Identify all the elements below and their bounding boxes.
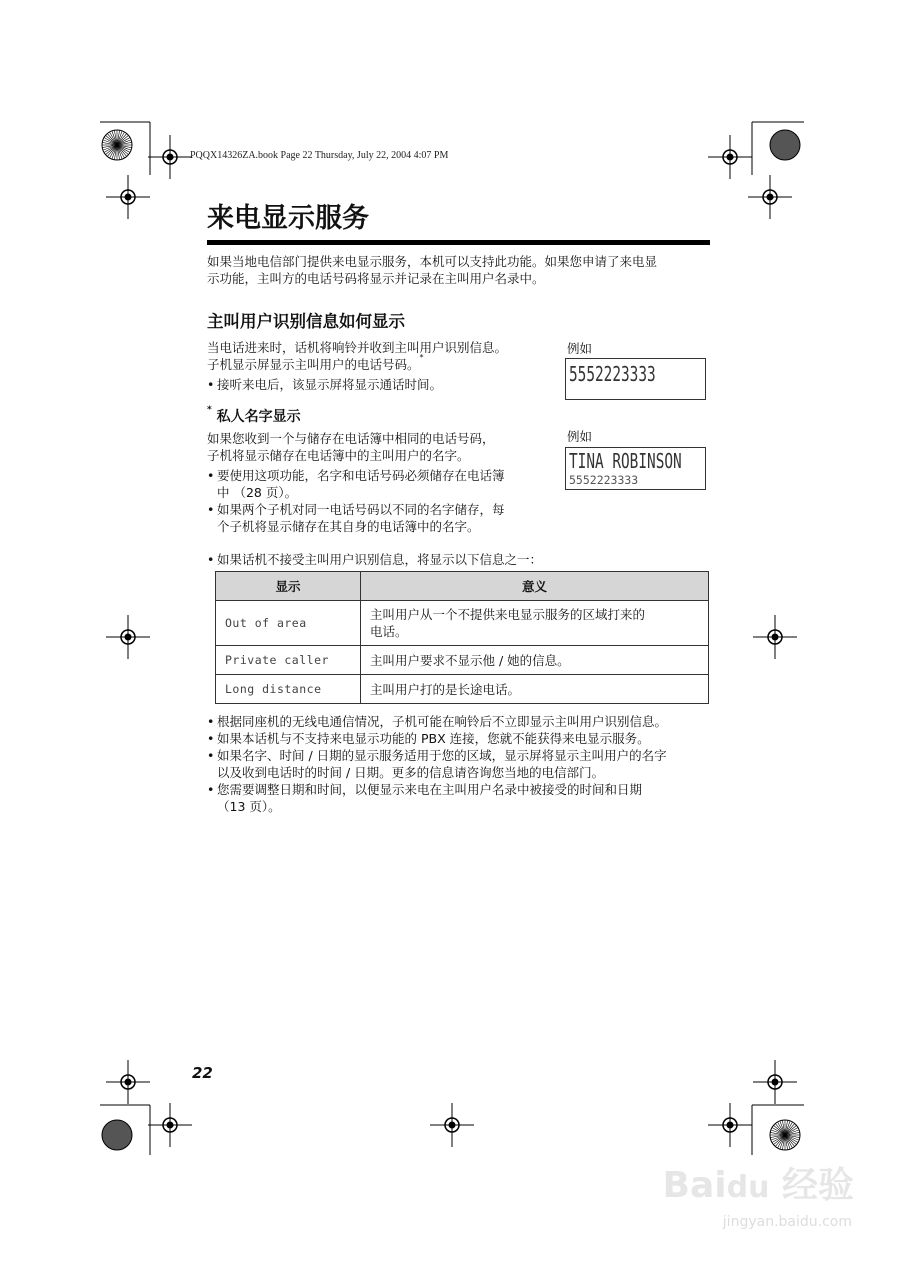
registration-dot [125,1079,132,1086]
table-row: Private caller 主叫用户要求不显示他 / 她的信息。 [216,646,709,675]
page-title: 来电显示服务 [207,203,369,234]
registration-dot [125,634,132,641]
running-head: PQQX14326ZA.book Page 22 Thursday, July 22, 2004 4:07 PM [190,150,449,161]
example-display-name: TINA ROBINSON 5552223333 [565,447,706,490]
section1-body: 当电话进来时，话机将响铃并收到主叫用户识别信息。 子机显示屏显示主叫用户的电话号码。* • 接听来电后，该显示屏将显示通话时间。 [207,339,547,393]
private-name-heading: * 私人名字显示 [207,405,301,425]
registration-dot [727,1122,734,1129]
registration-dot [767,194,774,201]
note-item: • 如果本话机与不支持来电显示功能的 PBX 连接，您就不能获得来电显示服务。 [207,730,717,747]
private-name-body: 如果您收到一个与储存在电话簿中相同的电话号码， 子机将显示储存在电话簿中的主叫用户的名字。 • 要使用这项功能，名字和电话号码必须储存在电话簿 中 （28 页）。 • 如果两个子机对同一电话号码以不同的名字储存，每 个子机将显示储存在其自身的电话簿中的名字。 [207,430,547,535]
display-message-table [215,571,709,704]
baidu-watermark-url: jingyan.baidu.com [722,1214,852,1230]
registration-dot [449,1122,456,1129]
color-target [770,130,800,160]
table-row: Out of area 主叫用户从一个不提供来电显示服务的区域打来的 电话。 [216,601,709,646]
notes-list [207,713,717,815]
example-label: 例如 [567,341,593,356]
registration-dot [772,634,779,641]
registration-dot [125,194,132,201]
note-item: • 根据同座机的无线电通信情况，子机可能在响铃后不立即显示主叫用户识别信息。 [207,713,717,730]
intro-paragraph: 如果当地电信部门提供来电显示服务，本机可以支持此功能。如果您申请了来电显 示功能，主叫方的电话号码将显示并记录在主叫用户名录中。 [207,254,658,286]
example-display-number: 5552223333 [565,358,706,400]
table-intro: • 如果话机不接受主叫用户识别信息，将显示以下信息之一： [207,551,904,568]
registration-dot [727,154,734,161]
table-header-row: 显示 意义 [216,572,709,601]
note-item: • 您需要调整日期和时间，以便显示来电在主叫用户名录中被接受的时间和日期 （13 页）。 [207,781,717,815]
baidu-watermark-logo: Baidu 经验 [662,1165,854,1206]
example-label: 例如 [567,429,593,444]
title-rule [207,240,710,245]
color-target [102,1120,132,1150]
registration-dot [772,1079,779,1086]
registration-dot [167,154,174,161]
note-item: • 如果名字、时间 / 日期的显示服务适用于您的区域，显示屏将显示主叫用户的名字 以及收到电话时的时间 / 日期。更多的信息请咨询您当地的电信部门。 [207,747,717,781]
page-number: 22 [192,1064,213,1082]
section-heading: 主叫用户识别信息如何显示 [207,312,405,331]
registration-dot [167,1122,174,1129]
table-row: Long distance 主叫用户打的是长途电话。 [216,675,709,704]
